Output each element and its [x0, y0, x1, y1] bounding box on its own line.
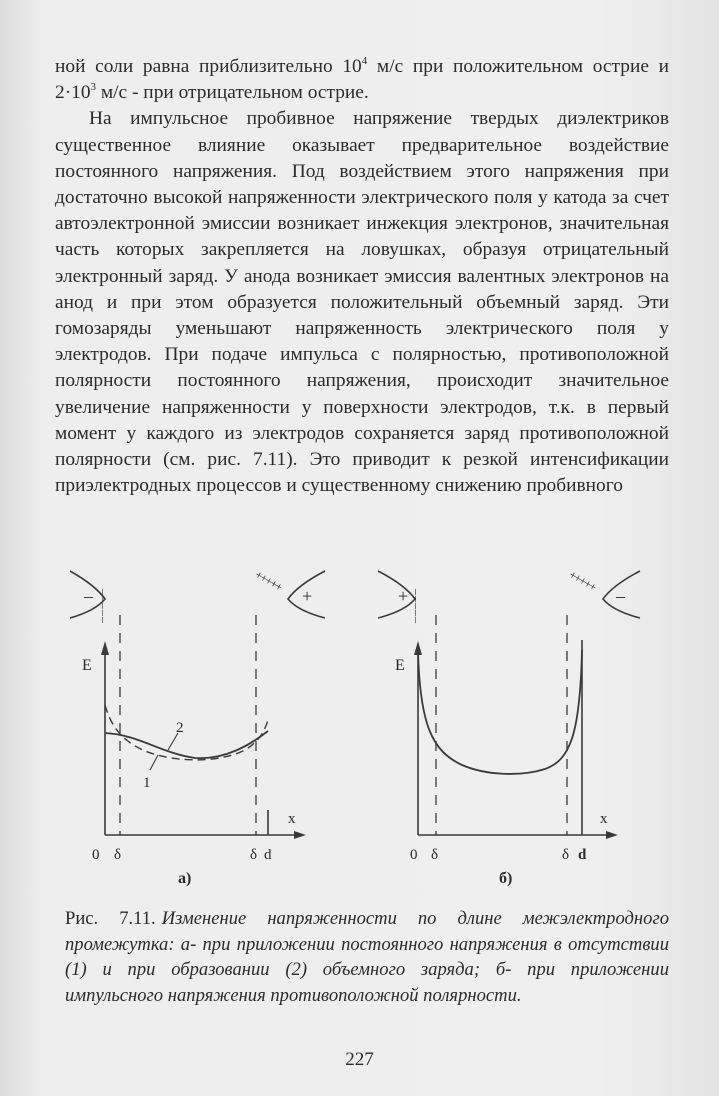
panel-b-y-label: E [395, 657, 405, 674]
panel-b-x-arrow [606, 831, 618, 839]
paragraph-1 [55, 54, 669, 106]
panel-a-curve-1 [105, 705, 268, 760]
panel-a-left-charges: – – – – – [97, 589, 111, 622]
figure-7-11 [0, 555, 719, 900]
panel-a-x-arrow [294, 831, 306, 839]
panel-b-y-arrow [414, 641, 422, 655]
panel-b-x-label: x [600, 811, 608, 827]
panel-a-right-inner-sign: + [302, 586, 313, 606]
page-number: 227 [345, 1049, 374, 1070]
caption-body: Изменение напряженности по длине межэлектродного промежутка: а- при приложении постоянного напряжения в отсутствии (1) и при образовании (2) объемного заряда; б- при приложении импульсного напряжения противоположной полярности. [65, 908, 670, 1006]
panel-b-d-label: d [578, 847, 587, 863]
superscript-exponent: 4 [361, 55, 368, 67]
panel-b-delta-left: δ [431, 847, 439, 863]
figure-caption [65, 906, 669, 1008]
panel-b-delta-right: δ [562, 847, 570, 863]
panel-b-curve [418, 650, 582, 774]
panel-a-x-label: x [288, 811, 296, 827]
panel-a-delta-left: δ [114, 847, 122, 863]
panel-a-curve-1-label: 1 [143, 775, 151, 791]
superscript-exponent: 3 [90, 81, 97, 94]
panel-b-left-charges: – – – – – [410, 589, 424, 622]
panel-a-curve-2 [105, 731, 268, 758]
panel-a-d-label: d [264, 847, 272, 863]
paragraph-1-part-c: м/с - при отрицательном острие. [96, 82, 369, 104]
panel-b-left-inner-sign: + [398, 586, 409, 606]
body-text [55, 54, 669, 499]
figure-diagram [0, 555, 719, 900]
panel-a-delta-right: δ [250, 847, 258, 863]
paragraph-1-part-a: ной соли равна приблизительно 10 [55, 56, 362, 77]
panel-a-leader-1 [150, 755, 158, 770]
panel-b-origin: 0 [410, 847, 418, 863]
panel-a-y-arrow [101, 641, 109, 655]
panel-b-right-charges: + + + + + [566, 567, 598, 594]
paragraph-2: На импульсное пробивное напряжение твердых диэлектриков существенное влияние оказывает предварительное воздействие постоянного напряжения. Под воздействием этого напряжения при достаточно высокой напряженности электрического поля у катода за счет автоэлектронной эмиссии возникает инжекция электронов, значительная часть которых закрепляется на ловушках, образуя отрицательный электронный заряд. У анода возникает эмиссия валентных электронов на анод и при этом образуется положительный объемный заряд. Эти гомозаряды уменьшают напряженность электрического поля у электродов. При подаче импульса с полярностью, противоположной полярности постоянного напряжения, происходит значительное увеличение напряженности у поверхности электродов, т.к. в первый момент у каждого из электродов сохраняется заряд противоположной полярности (см. рис. 7.11). Это приводит к резкой интенсификации приэлектродных процессов и существенному снижению пробивного [55, 108, 669, 497]
panel-a-label: а) [178, 870, 192, 887]
panel-a-origin: 0 [92, 847, 100, 863]
panel-b-left-electrode [378, 571, 415, 618]
panel-b-label: б) [499, 870, 513, 887]
panel-a-left-inner-sign: – [84, 586, 93, 606]
panel-a-y-label: E [82, 657, 92, 674]
panel-b-right-inner-sign: – [616, 586, 625, 606]
caption-lead: Рис. 7.11. [65, 908, 156, 929]
panel-a-curve-2-label: 2 [176, 720, 184, 736]
panel-a-right-charges: + + + + + [252, 567, 284, 594]
paragraph-1-part-b: м/с при положительном острие и 2·10 [55, 56, 669, 104]
